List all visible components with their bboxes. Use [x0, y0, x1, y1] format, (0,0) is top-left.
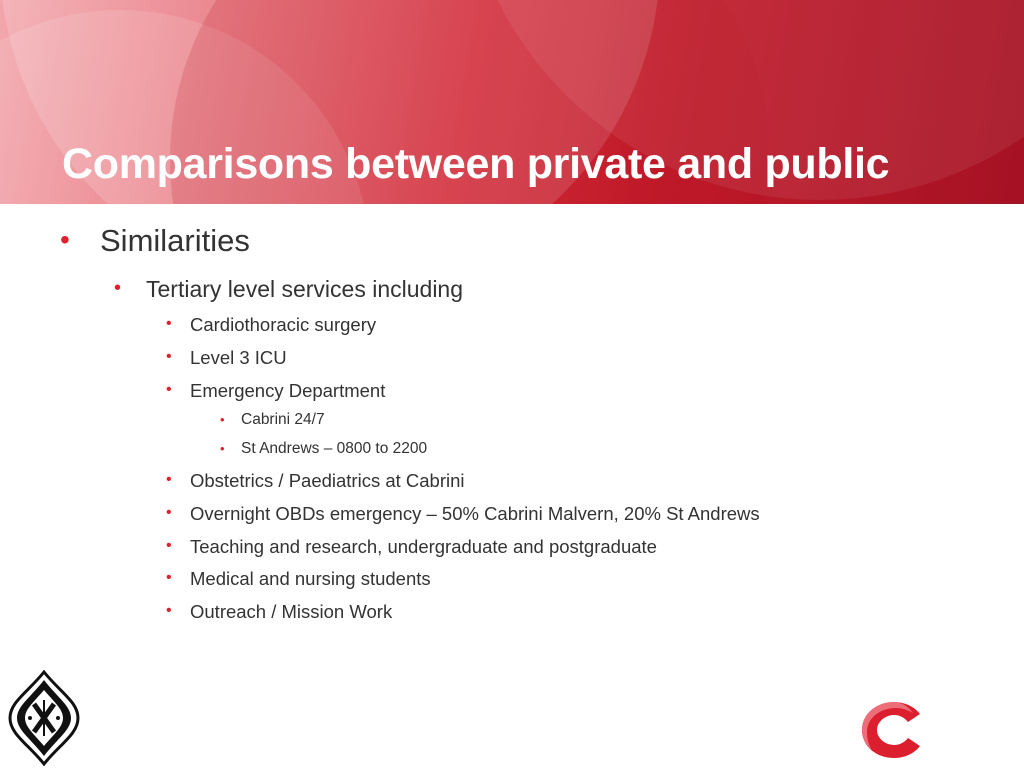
list-item [166, 470, 465, 492]
cabrini-c-logo-icon [858, 700, 928, 765]
list-item-text: Outreach / Mission Work [190, 601, 393, 622]
list-item [220, 440, 428, 458]
st-andrews-hospital-crest-icon [8, 670, 80, 771]
bullet-icon: • [166, 381, 172, 398]
bullet-icon: • [166, 504, 172, 521]
list-item-text: St Andrews – 0800 to 2200 [241, 440, 428, 457]
bullet-icon: • [220, 441, 225, 456]
list-item [166, 568, 431, 590]
bullet-icon: • [220, 412, 225, 427]
list-item [220, 411, 325, 429]
list-item-text: Overnight OBDs emergency – 50% Cabrini Malvern, 20% St Andrews [190, 503, 760, 524]
list-item [166, 347, 287, 369]
list-item-text: Cabrini 24/7 [241, 411, 325, 428]
bullet-icon: • [114, 277, 122, 299]
list-item [114, 276, 464, 303]
list-item-text: Obstetrics / Paediatrics at Cabrini [190, 470, 465, 491]
list-item [166, 380, 386, 402]
list-item-text: Similarities [100, 223, 250, 258]
list-item [166, 536, 657, 558]
list-item-text: Level 3 ICU [190, 347, 287, 368]
list-item [60, 223, 250, 259]
bullet-icon: • [166, 315, 172, 332]
slide-title: Comparisons between private and public [62, 140, 890, 188]
list-item-text: Emergency Department [190, 380, 386, 401]
list-item [166, 503, 760, 525]
bullet-icon: • [166, 348, 172, 365]
list-item-text: Cardiothoracic surgery [190, 314, 377, 335]
bullet-icon: • [166, 602, 172, 619]
bullet-icon: • [166, 537, 172, 554]
list-item-text: Medical and nursing students [190, 568, 431, 589]
title-banner [0, 0, 1024, 204]
bullet-icon: • [60, 224, 70, 255]
list-item-text: Tertiary level services including [146, 276, 464, 302]
bullet-icon: • [166, 471, 172, 488]
list-item [166, 601, 393, 623]
bullet-icon: • [166, 569, 172, 586]
list-item-text: Teaching and research, undergraduate and postgraduate [190, 536, 657, 557]
list-item [166, 314, 377, 336]
